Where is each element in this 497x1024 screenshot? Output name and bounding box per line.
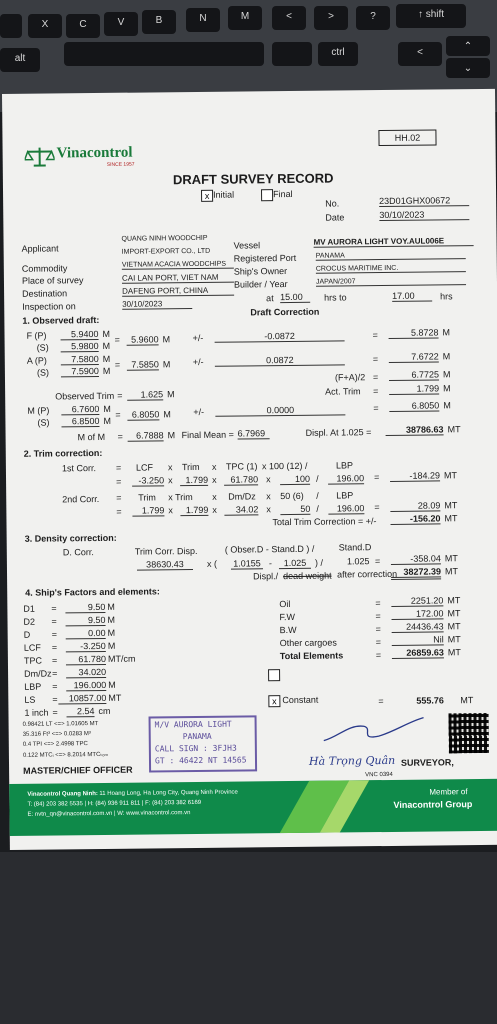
unit-m: M [107,627,116,638]
key-alt-right [272,42,312,66]
key-v: V [104,12,138,36]
equals-sign: = [375,650,382,661]
c1-lbp: 196.00 [328,473,364,484]
lcf-label: LCF [23,642,41,653]
dmdz-label: Dm/Dz [24,668,52,679]
as-value: 7.5900 [61,366,99,377]
d-value: 0.00 [66,628,106,639]
surveyor-name: Hà Trọng Quân [308,753,396,768]
equals-sign: = [374,556,381,567]
unit-mt: MT [444,513,458,524]
vessel-stamp [149,715,258,772]
c1-trim: 1.799 [180,475,208,486]
conversion-2: 35.316 Ft³ <=> 0.0283 M³ [22,731,91,738]
mofm-value: 6.7888 [128,430,164,441]
hrs-label: hrs [440,291,453,302]
as-label: (S) [36,367,49,378]
fa2-value: 6.7725 [389,369,439,381]
vinacontrol-logo [25,144,135,172]
conversion-1: 0.98421 LT <=> 1.01605 MT [22,721,99,728]
constant-checkbox[interactable]: x [268,695,280,707]
unit-mt: MT [443,470,458,481]
observed-trim-value: 1.625 [127,389,163,400]
destination-label: Destination [22,288,68,299]
ap-correction: 0.0872 [215,354,345,366]
displ-after-label-c: after correction [336,568,398,580]
signature-stroke [319,716,429,747]
other-cargoes-value: Nil [392,634,444,646]
unit-m: M [102,365,111,376]
other-cargoes-label: Other cargoes [279,637,337,649]
inch-label: 1 inch [24,707,49,718]
unit-mt: MT [447,634,461,645]
tpc-label: TPC [23,655,42,666]
d1-label: D1 [23,603,35,614]
c1-lcf: -3.250 [132,475,164,486]
lbp-value: 196.000 [66,680,106,691]
stamp-line-1: M/V AURORA LIGHT [154,719,232,730]
inch-unit: cm [98,705,111,717]
final-mean-label: Final Mean = [181,429,234,441]
unit-mt: MT [447,424,461,435]
c2-h-xtrim: x Trim [168,492,193,503]
stamp-line-2: PANAMA [182,731,212,742]
c2-result: 28.09 [390,500,440,512]
fs-label: (S) [36,342,49,353]
hrs-to-label: hrs to [324,292,347,303]
mp-result: 6.8050 [389,400,439,412]
key-shift: ↑ shift [396,4,466,28]
stand-d-label: Stand.D [338,542,372,553]
unit-m: M [102,340,111,351]
unit-m: M [442,351,451,362]
times-sign: x [265,474,271,485]
trim-corr-disp-label: Trim Corr. Disp. [134,545,198,557]
bw-value: 24436.43 [392,621,444,633]
final-mean-value: 6.7969 [238,428,270,439]
surveyor-label: SURVEYOR, [400,757,454,768]
times-sign: x [266,504,271,515]
ms-label: (S) [37,417,50,428]
d1-value: 9.50 [65,602,105,613]
ap-result: 7.6722 [389,351,439,363]
equals-sign: = [372,372,379,383]
dmdz-value: 34.020 [66,667,106,678]
observed-draft-heading: 1. Observed draft: [22,314,100,326]
equals-sign: = [51,616,57,627]
vessel-value: MV AURORA LIGHT VOY.AUL006E [314,236,474,248]
tpc-value: 61.780 [66,654,106,665]
no-label: No. [325,198,340,209]
total-trim-value: -156.20 [390,513,440,525]
first-corr-label: 1st Corr. [61,463,96,474]
applicant-line1: QUANG NINH WOODCHIP [121,234,208,243]
minus-sign: - [268,558,272,569]
mofm-label: M of M [77,431,106,443]
commodity-label: Commodity [21,263,68,274]
second-corr-label: 2nd Corr. [62,494,100,505]
unit-m: M [167,389,175,400]
no-value: 23D01GHX00672 [379,195,469,207]
ap-value: 7.5800 [61,354,99,365]
mp-correction: 0.0000 [215,404,345,416]
ap-mean: 7.5850 [127,359,159,370]
draft-survey-paper [2,89,497,850]
page-title: DRAFT SURVEY RECORD [172,170,334,188]
fp-result: 5.8728 [388,327,438,339]
constant-value: 555.76 [416,695,444,706]
factors-heading: 4. Ship's Factors and elements: [25,586,160,598]
ap-label: A (P) [26,355,47,366]
displ-after-label-b: dead weight [283,570,332,582]
unit-m: M [107,614,116,625]
equals-sign: = [375,598,381,609]
fp-value: 5.9400 [60,329,98,340]
times-sign: x ( [206,558,217,569]
displ-value: 38786.63 [385,424,443,436]
key-down-arrow: ⌄ [446,58,490,78]
unit-m: M [107,601,115,612]
plus-minus: +/- [192,356,204,368]
unit-mt: MT [444,553,458,564]
key-m: M [228,6,262,30]
unit-m: M [102,328,111,339]
inch-value: 2.54 [66,706,94,717]
port-value: PANAMA [316,251,466,261]
commodity-value: VIETNAM ACACIA WOODCHIPS [122,261,234,270]
equals-sign: = [373,403,379,414]
builder-value: JAPAN/2007 [316,277,466,287]
initial-label: Initial [213,189,235,200]
key-question: ? [356,6,390,30]
c1-tpc: 61.780 [224,474,258,485]
key-left-arrow: < [398,42,442,66]
conversion-3: 0.4 TPI <=> 2.4998 TPC [22,741,88,748]
unit-mt: MT [447,647,461,658]
slash: / [316,503,319,514]
unit-mt: MT [444,566,459,577]
place-label: Place of survey [21,275,84,286]
d2-value: 9.50 [65,615,105,626]
c1-h-tpc: TPC (1) [225,461,258,472]
unit-m: M [103,403,111,414]
unit-mt: MT [460,695,474,706]
key-x: X [28,14,62,38]
c1-h-lbp: LBP [335,460,353,471]
c2-h-50: 50 (6) [280,490,304,502]
surveyor-code: VNC 0394 [365,771,393,779]
lbp-label: LBP [24,681,42,692]
unit-mt: MT [447,608,461,619]
builder-label: Builder / Year [233,279,288,290]
place-value: CAI LAN PORT, VIET NAM [122,273,234,284]
equals-sign: = [374,502,380,513]
unit-m: M [107,640,116,651]
mp-mean: 6.8050 [127,409,159,420]
footer-phones: T: (84) 203 382 5535 | H: (84) 936 911 811 | F: (84) 203 382 6169 [27,799,202,808]
key-b: B [142,10,176,34]
equals-sign: = [378,696,384,707]
fa2-label: (F+A)/2 [334,372,366,383]
conversion-4: 0.122 MTCᵢ <=> 8.2014 MTCₜₒₘ [22,751,109,759]
scales-icon [25,145,55,167]
ms-value: 6.8500 [61,416,99,427]
constant-label: Constant [282,694,319,706]
unit-m: M [163,409,171,420]
unit-m: M [167,430,176,441]
oil-value: 2251.20 [391,595,443,607]
displ-label: Displ. At 1.025 = [305,427,372,438]
c2-h-lbp: LBP [336,490,354,501]
equals-sign: = [116,506,122,517]
port-label: Registered Port [233,252,297,264]
lcf-value: -3.250 [66,641,106,652]
brand-name: Vinacontrol [56,144,133,162]
inspection-label: Inspection on [22,301,76,312]
date-label: Date [325,212,345,223]
unit-m: M [102,353,111,364]
total-elements-value: 26859.63 [392,647,444,659]
fs-value: 5.9800 [61,341,99,352]
slash: / [316,490,319,501]
key-up-arrow: ⌃ [446,36,490,56]
mp-label: M (P) [27,405,50,416]
draft-correction-heading: Draft Correction [250,306,320,318]
times-sign: x [266,491,271,502]
equals-sign: = [117,431,123,442]
unit-m: M [442,327,451,338]
equals-sign: = [116,476,122,487]
close-paren: ) / [314,557,323,568]
equals-sign: = [52,694,58,705]
destination-value: DAFENG PORT, CHINA [122,286,234,297]
d-label: D [23,629,31,640]
unit-mt: MT [108,692,122,703]
key-n: N [186,8,220,32]
key-space [64,42,264,66]
unit-mt: MT [447,595,461,606]
equals-sign: = [372,354,379,365]
c1-h-trim: Trim [181,461,200,473]
c2-trim2: 1.799 [180,505,208,516]
times-sign: x [167,462,173,473]
key-ctrl: ctrl [318,42,358,66]
footer-address: 11 Hoang Long, Ha Long City, Quang Ninh Province [99,789,238,798]
fp-mean: 5.9600 [127,334,159,345]
equals-sign: = [375,624,381,635]
unit-mt: MT [444,500,458,511]
equals-sign: = [114,334,120,345]
fp-label: F (P) [26,330,47,341]
at-value: 15.00 [280,292,310,303]
total-elements-label: Total Elements [279,650,344,662]
equals-sign: = [117,390,123,401]
initial-checkbox[interactable]: x [201,190,213,202]
unit-m: M [443,383,451,394]
d2-label: D2 [23,616,36,627]
equals-sign: = [116,492,122,503]
at-label: at [266,293,274,304]
footer-office: Vinacontrol Quang Ninh: [27,791,98,798]
displ-after-value: 38272.39 [391,566,441,580]
key-lt: < [272,6,306,30]
equals-sign: = [375,611,381,622]
surveyor-signature [319,716,429,752]
final-checkbox[interactable] [261,189,273,201]
equals-sign: = [52,681,58,692]
key-gt: > [314,6,348,30]
equals-sign: = [52,668,58,679]
plus-minus: +/- [192,332,204,344]
unit-m: M [442,369,451,380]
times-sign: x [168,475,173,486]
form-ref: HH.02 [378,129,436,146]
c1-result: -184.29 [390,470,440,482]
act-trim-label: Act. Trim [325,386,361,397]
mp-value: 6.7600 [61,404,99,415]
equals-sign: = [115,462,122,473]
equals-sign: = [114,359,121,370]
equals-sign: = [375,637,382,648]
applicant-line2: IMPORT-EXPORT CO., LTD [121,247,211,256]
c2-h-dmdz: Dm/Dz [228,491,256,502]
qr-code-icon [449,713,489,753]
fp-correction: -0.0872 [215,330,345,342]
bw-label: B.W [279,624,297,636]
c2-trim: 1.799 [132,505,164,516]
fw-value: 172.00 [391,608,443,620]
key-alt-left: alt [0,48,40,72]
equals-sign: = [372,330,378,341]
ls-label: LS [24,694,36,705]
vessel-label: Vessel [233,240,261,251]
times-sign: x [212,504,217,515]
dc-result: -358.04 [391,553,441,565]
equals-sign: = [52,707,58,718]
unit-mt: MT [447,621,461,632]
c2-50: 50 [280,504,310,515]
footer-email: E: nvtn_qn@vinacontrol.com.vn | W: www.vinacontrol.com.vn [27,810,191,818]
plus-minus: +/- [193,406,205,418]
unit-m: M [162,334,171,345]
times-sign: x [168,505,173,516]
footer-member-group: Vinacontrol Group [393,799,473,810]
owner-value: CROCUS MARITIME INC. [316,264,466,274]
stamp-line-4: GT : 46422 NT 14565 [154,755,247,766]
unit-m: M [162,359,171,370]
equals-sign: = [373,386,379,397]
dc-stand2-value: 1.025 [346,556,370,567]
slash: / [315,473,319,484]
key [0,14,22,38]
unit-m: M [103,415,111,426]
times-sign: x [211,474,217,485]
stamp-line-3: CALL SIGN : 3FJH3 [154,743,237,754]
equals-sign: = [51,629,57,640]
date-value: 30/10/2023 [379,209,469,221]
c1-h-100: x 100 (12) / [261,460,308,472]
equals-sign: = [51,603,57,614]
c2-h-trim: Trim [138,492,156,503]
blank-checkbox[interactable] [268,669,280,681]
equals-sign: = [51,642,58,653]
obser-stand-label: ( Obser.D - Stand.D ) / [224,543,315,555]
trim-correction-heading: 2. Trim correction: [23,447,103,459]
c1-h-lcf: LCF [135,462,153,473]
dc-obser-value: 1.0155 [231,558,263,569]
density-heading: 3. Density correction: [24,532,117,544]
total-trim-label: Total Trim Correction = +/- [272,516,377,528]
unit-m: M [108,679,116,690]
observed-trim-label: Observed Trim [55,390,115,402]
key-c: C [66,14,100,38]
times-sign: x [212,491,217,502]
equals-sign: = [115,409,121,420]
equals-sign: = [373,472,380,483]
displ-after-label-a: Displ./ [253,571,279,582]
c2-lbp: 196.00 [328,503,364,514]
tpc-unit: MT/cm [107,653,136,664]
applicant-label: Applicant [21,243,59,254]
dc-stand-value: 1.025 [279,558,311,569]
ls-value: 10857.00 [58,693,106,705]
vinacontrol-footer [9,779,497,836]
c1-100: 100 [280,474,310,485]
inspection-value: 30/10/2023 [122,299,192,310]
fw-label: F.W [279,611,296,623]
master-officer-label: MASTER/CHIEF OFFICER [23,764,133,776]
to-value: 17.00 [392,291,432,302]
equals-sign: = [51,655,58,666]
c2-dmdz: 34.02 [224,504,258,515]
oil-label: Oil [279,599,291,610]
dcorr-label: D. Corr. [62,547,94,558]
owner-label: Ship's Owner [233,266,288,277]
brand-since: SINCE 1957 [106,161,135,168]
final-label: Final [273,188,293,200]
act-trim-value: 1.799 [389,383,439,395]
dark-background [0,852,497,1024]
unit-m: M [443,400,451,411]
times-sign: x [211,461,217,472]
footer-member-label: Member of [429,787,468,797]
dc-disp-value: 38630.43 [137,559,193,571]
